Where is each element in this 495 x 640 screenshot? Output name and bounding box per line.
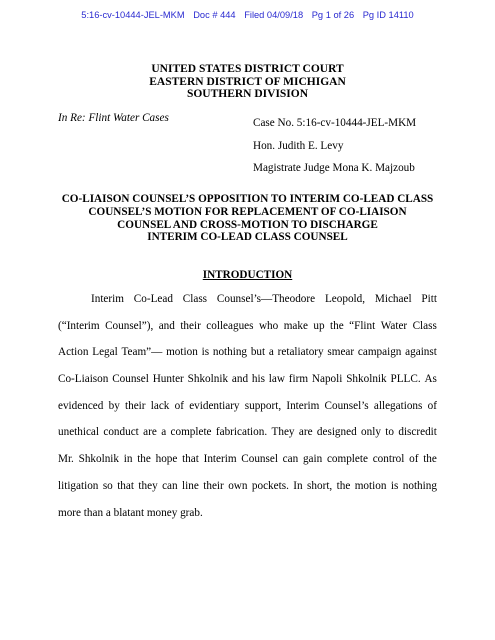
document-title-line-4: INTERIM CO-LEAD CLASS COUNSEL bbox=[147, 231, 348, 244]
body-line: Mr. Shkolnik in the hope that Interim Counsel can gain complete control of the bbox=[58, 453, 437, 466]
body-line: evidenced by their lack of evidentiary support, Interim Counsel’s allegations of bbox=[58, 399, 437, 412]
document-title-line-1: CO-LIAISON COUNSEL’S OPPOSITION TO INTERIM CO-LEAD CLASS bbox=[61, 193, 434, 205]
case-number: Case No. 5:16-cv-10444-JEL-MKM bbox=[253, 117, 417, 129]
stamp-case-number: 5:16-cv-10444-JEL-MKM bbox=[81, 10, 185, 20]
stamp-doc-number: Doc # 444 bbox=[193, 10, 236, 20]
body-line: unethical conduct are a complete fabrication. They are designed only to discredit bbox=[58, 426, 437, 439]
body-line: Action Legal Team”— motion is nothing but a retaliatory smear campaign against bbox=[58, 346, 437, 359]
document-title-line-3: COUNSEL AND CROSS-MOTION TO DISCHARGE bbox=[117, 218, 378, 231]
court-name: UNITED STATES DISTRICT COURT bbox=[151, 63, 344, 75]
body-line: Co-Liaison Counsel Hunter Shkolnik and his law firm Napoli Shkolnik PLLC. As bbox=[58, 373, 437, 386]
stamp-page-count: Pg 1 of 26 bbox=[311, 10, 355, 20]
body-line: litigation so that they can line their own pockets. In short, the motion is nothing bbox=[58, 479, 437, 492]
stamp-filed-date: Filed 04/09/18 bbox=[244, 10, 304, 20]
case-caption-details bbox=[253, 112, 416, 180]
court-district: EASTERN DISTRICT OF MICHIGAN bbox=[149, 75, 346, 88]
court-heading bbox=[0, 63, 495, 101]
body-line: Interim Co-Lead Class Counsel’s—Theodore Leopold, Michael Pitt bbox=[91, 293, 437, 305]
introduction-heading: INTRODUCTION bbox=[202, 269, 293, 281]
document-title-line-2: COUNSEL’S MOTION FOR REPLACEMENT OF CO-LIAISON bbox=[88, 205, 407, 218]
judge-name: Hon. Judith E. Levy bbox=[253, 139, 344, 152]
case-caption-title: In Re: Flint Water Cases bbox=[58, 112, 169, 124]
stamp-page-id: Pg ID 14110 bbox=[362, 10, 414, 20]
introduction-body bbox=[58, 286, 437, 526]
body-line: (“Interim Counsel”), and their colleagues who make up the “Flint Water Class bbox=[58, 319, 437, 332]
magistrate-judge-name: Magistrate Judge Mona K. Majzoub bbox=[253, 162, 415, 174]
body-line: more than a blatant money grab. bbox=[58, 506, 203, 519]
court-division: SOUTHERN DIVISION bbox=[186, 88, 309, 100]
filing-header-stamp bbox=[0, 10, 495, 20]
document-title bbox=[40, 193, 455, 244]
